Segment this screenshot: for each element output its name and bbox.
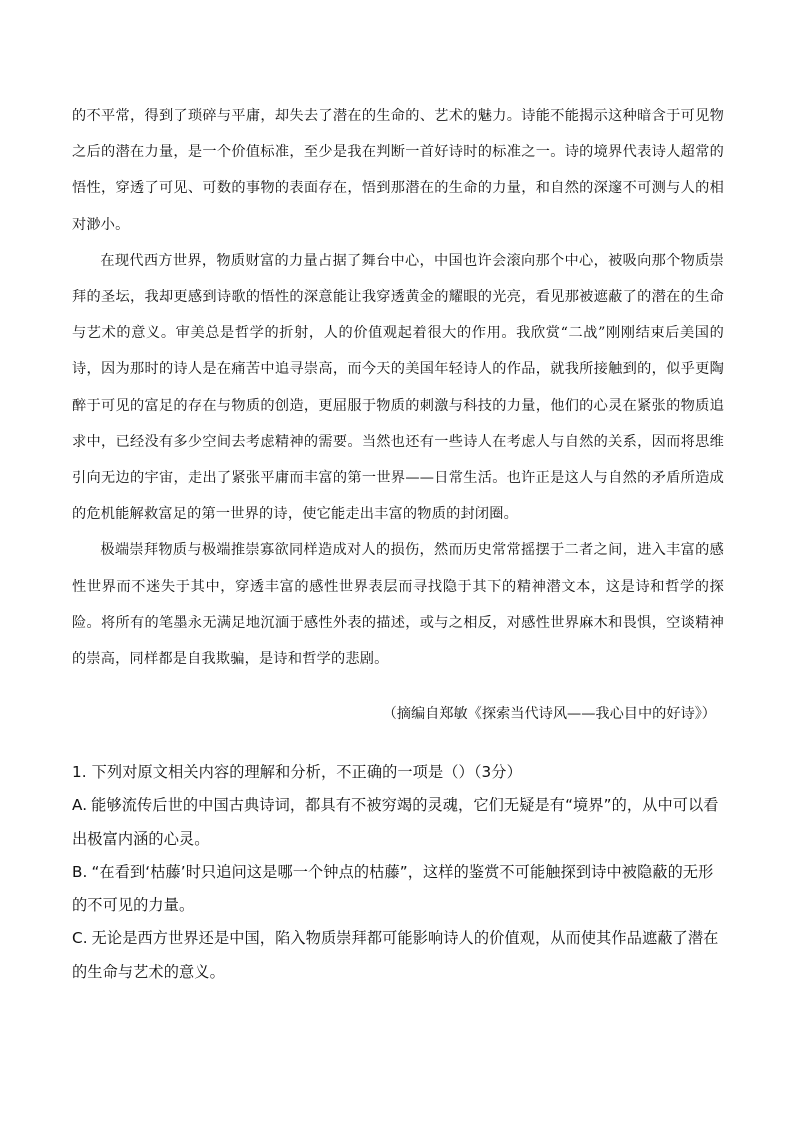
option-c-label: C.: [72, 929, 88, 948]
option-a: [72, 789, 724, 856]
question-block: [72, 756, 724, 989]
option-b-label: B.: [72, 862, 88, 881]
option-c: [72, 922, 724, 989]
option-b: [72, 856, 724, 923]
option-b-text: “在看到‘枯藤’时只追问这是哪一个钟点的枯藤”，这样的鉴赏不可能触探到诗中被隐蔽的无形的不可见的力量。: [72, 862, 714, 915]
option-a-text: 能够流传后世的中国古典诗词，都具有不被穷竭的灵魂，它们无疑是有“境界”的，从中可以看出极富内涵的心灵。: [72, 796, 719, 848]
option-a-label: A.: [72, 796, 88, 815]
passage-source: （摘编自郑敏《探索当代诗风——我心目中的好诗》）: [382, 706, 716, 722]
passage-paragraph-2: 在现代西方世界，物质财富的力量占据了舞台中心，中国也许会滚向那个中心，被吸向那个物质崇拜的圣坛，我却更感到诗歌的悟性的深意能让我穿透黄金的耀眼的光亮，看见那被遮蔽了的潜在的生命与艺术的意义。审美总是哲学的折射，人的价值观起着很大的作用。我欣赏“二战”刚刚结束后美国的诗，因为那时的诗人是在痛苦中追寻崇高，而今天的美国年轻诗人的作品，就我所接触到的，似乎更陶醉于可见的富足的存在与物质的创造，更屈服于物质的刺激与科技的力量，他们的心灵在紧张的物质追求中，已经没有多少空间去考虑精神的需要。当然也还有一些诗人在考虑人与自然的关系，因而将思维引向无边的宇宙，走出了紧张平庸而丰富的第一世界——日常生活。也许正是这人与自然的矛盾所造成的危机能解救富足的第一世界的诗，使它能走出丰富的物质的封闭圈。: [72, 252, 724, 523]
question-number: 1.: [72, 763, 87, 781]
passage-paragraph-1: 的不平常，得到了琐碎与平庸，却失去了潜在的生命的、艺术的魅力。诗能不能揭示这种暗含于可见物之后的潜在力量，是一个价值标准，至少是我在判断一首好诗时的标准之一。诗的境界代表诗人超常的悟性，穿透了可见、可数的事物的表面存在，悟到那潜在的生命的力量，和自然的深邃不可测与人的相对渺小。: [72, 108, 724, 233]
question-stem-text: 下列对原文相关内容的理解和分析，不正确的一项是（）（3分）: [91, 763, 522, 781]
option-c-text: 无论是西方世界还是中国，陷入物质崇拜都可能影响诗人的价值观，从而使其作品遮蔽了潜在的生命与艺术的意义。: [72, 929, 719, 981]
question-stem: [72, 756, 724, 789]
passage-paragraph-3: 极端崇拜物质与极端推崇寡欲同样造成对人的损伤，然而历史常常摇摆于二者之间，进入丰富的感性世界而不迷失于其中，穿透丰富的感性世界表层而寻找隐于其下的精神潜文本，这是诗和哲学的探险。将所有的笔墨永无满足地沉湎于感性外表的描述，或与之相反，对感性世界麻木和畏惧，空谈精神的崇高，同样都是自我欺骗，是诗和哲学的悲剧。: [72, 542, 724, 668]
reading-passage: [72, 98, 724, 677]
